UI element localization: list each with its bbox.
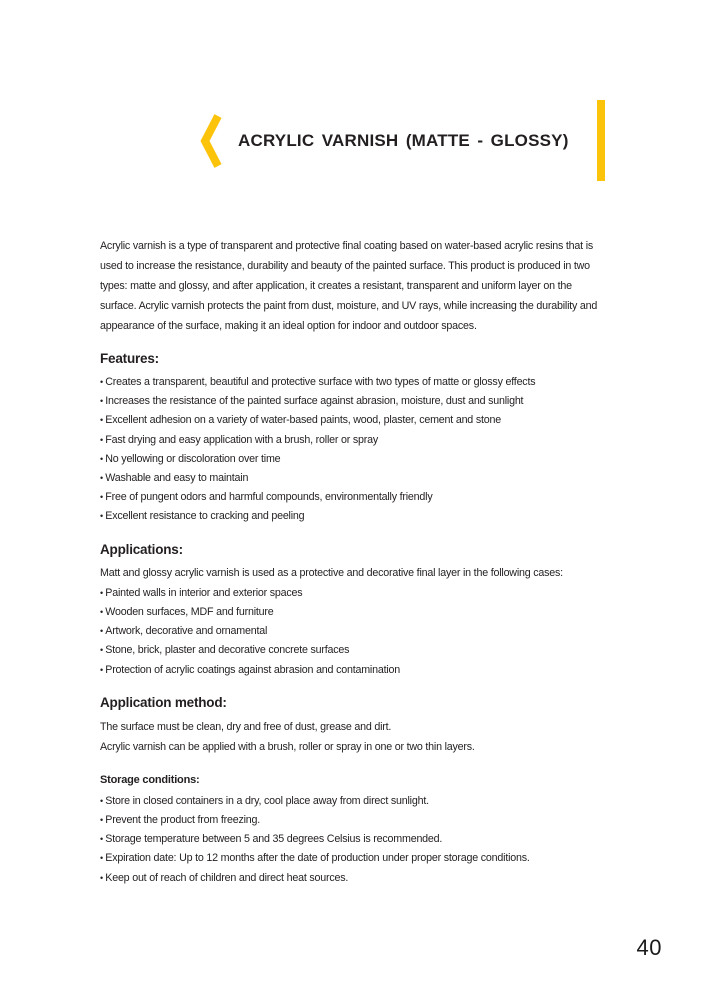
bullet-item: • Excellent adhesion on a variety of water-based paints, wood, plaster, cement and stone [100, 411, 608, 430]
bullet-item: • Increases the resistance of the painted surface against abrasion, moisture, dust and sunlight [100, 392, 608, 411]
page-header [0, 100, 707, 181]
application-method-heading: Application method: [100, 694, 227, 710]
bullet-item: • Wooden surfaces, MDF and furniture [100, 603, 608, 622]
bullet-item: • Artwork, decorative and ornamental [100, 622, 608, 641]
bullet-item: • Fast drying and easy application with a brush, roller or spray [100, 431, 608, 450]
storage-conditions-list [100, 792, 608, 888]
applications-intro: Matt and glossy acrylic varnish is used as a protective and decorative final layer in the following cases: [100, 566, 563, 579]
bullet-item: • Expiration date: Up to 12 months after the date of production under proper storage conditions. [100, 849, 608, 868]
bullet-item: • Protection of acrylic coatings against abrasion and contamination [100, 661, 608, 680]
bullet-item: • Prevent the product from freezing. [100, 811, 608, 830]
bullet-item: • Store in closed containers in a dry, cool place away from direct sunlight. [100, 792, 608, 811]
bullet-item: • Keep out of reach of children and direct heat sources. [100, 869, 608, 888]
applications-heading: Applications: [100, 541, 183, 557]
section-storage-conditions [100, 773, 608, 888]
accent-bar [597, 100, 605, 181]
bullet-item: • Creates a transparent, beautiful and protective surface with two types of matte or glossy effects [100, 373, 608, 392]
storage-conditions-heading: Storage conditions: [100, 773, 200, 786]
bullet-item: • No yellowing or discoloration over time [100, 450, 608, 469]
section-features [100, 351, 608, 527]
features-list [100, 373, 608, 527]
document-body [100, 236, 608, 888]
bullet-item: • Painted walls in interior and exterior spaces [100, 584, 608, 603]
bullet-item: • Storage temperature between 5 and 35 degrees Celsius is recommended. [100, 830, 608, 849]
intro-paragraph: Acrylic varnish is a type of transparent and protective final coating based on water-based acrylic resins that is used to increase the resistance, durability and beauty of the painted surface. This product is produced in two types: matte and glossy, and after application, it creates a resistant, transparent and uniform layer on the surface. Acrylic varnish protects the paint from dust, moisture, and UV rays, while increasing the durability and appearance of the surface, making it an ideal option for indoor and outdoor spaces. [100, 240, 598, 332]
bullet-item: • Stone, brick, plaster and decorative concrete surfaces [100, 641, 608, 660]
bullet-item: • Washable and easy to maintain [100, 469, 608, 488]
applications-list [100, 584, 608, 680]
bullet-item: • Free of pungent odors and harmful compounds, environmentally friendly [100, 488, 608, 507]
method-line: Acrylic varnish can be applied with a brush, roller or spray in one or two thin layers. [100, 740, 475, 753]
chevron-left-icon [199, 113, 223, 169]
section-application-method [100, 695, 608, 757]
method-line: The surface must be clean, dry and free of dust, grease and dirt. [100, 720, 392, 733]
section-applications [100, 542, 608, 680]
bullet-item: • Excellent resistance to cracking and peeling [100, 507, 608, 526]
page-number: 40 [636, 935, 662, 960]
page-title: ACRYLIC VARNISH (MATTE - GLOSSY) [238, 130, 569, 150]
features-heading: Features: [100, 351, 159, 366]
